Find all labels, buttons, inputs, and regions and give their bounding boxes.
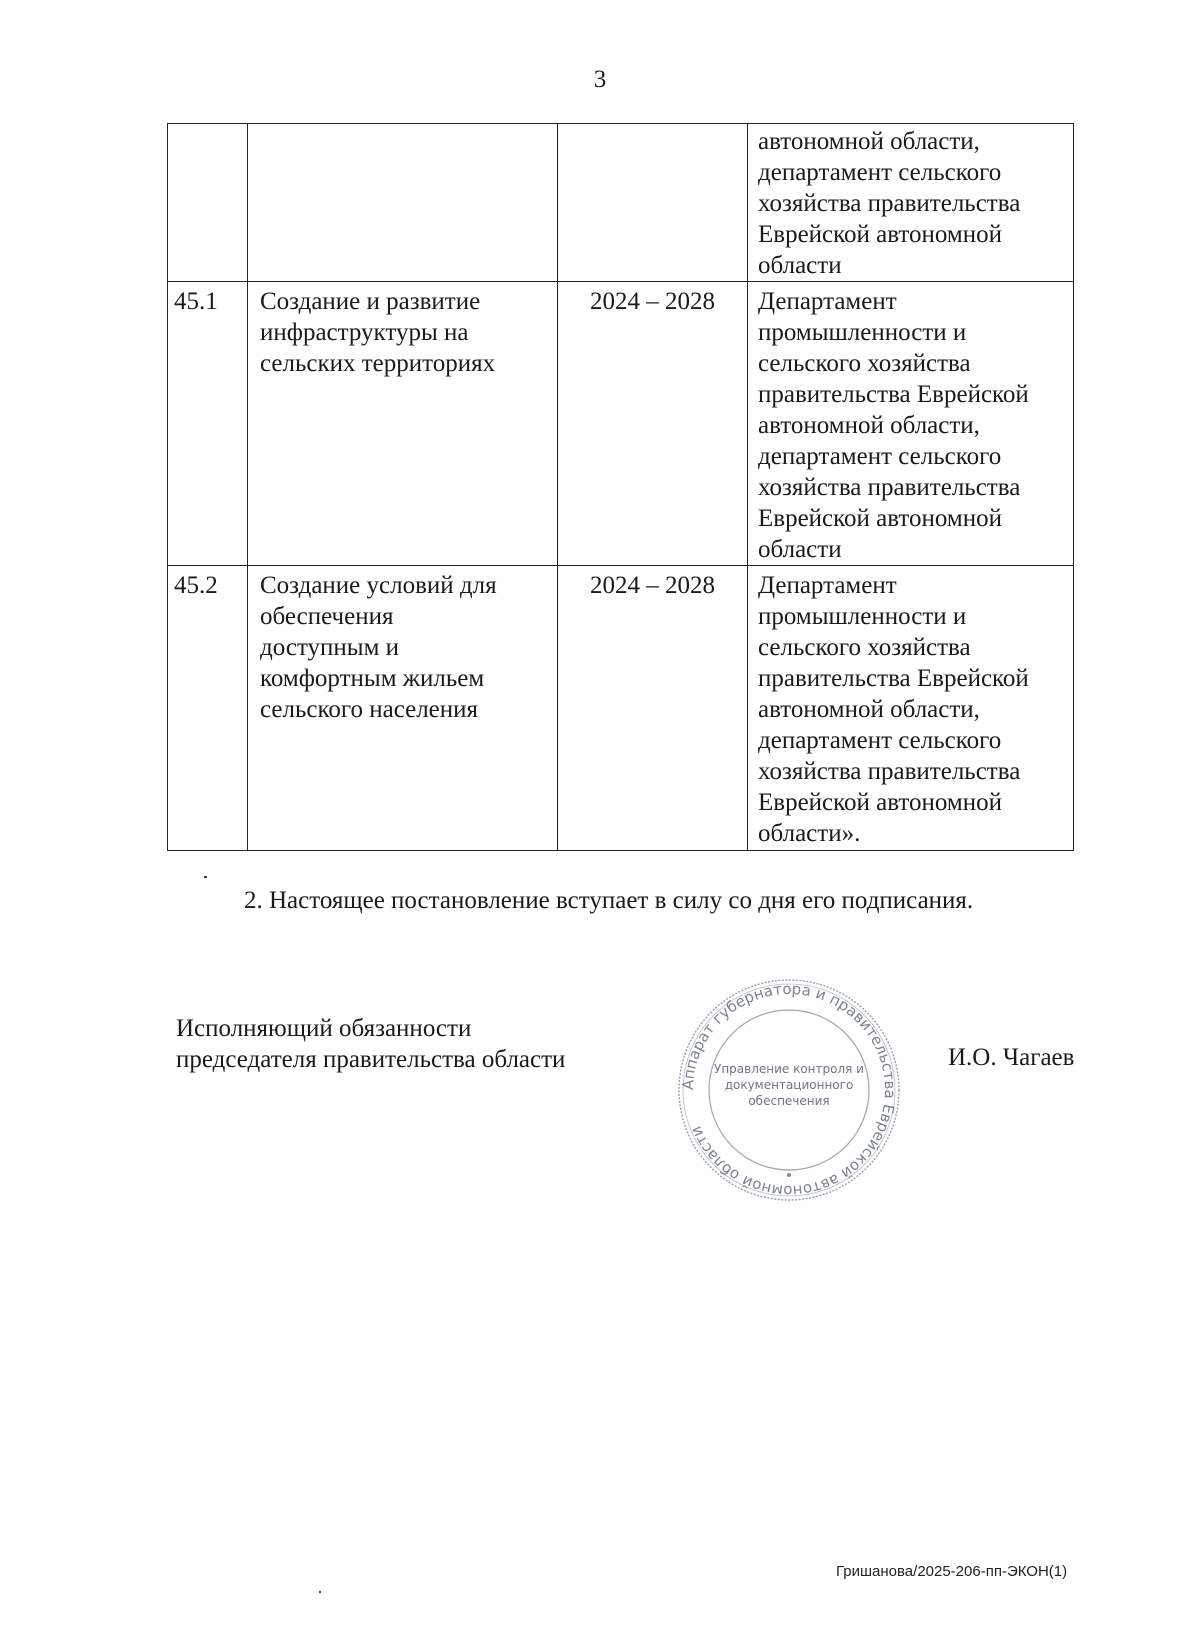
signer-title: Исполняющий обязанности председателя правительства области [176,1015,566,1073]
row-number-cell: 45.2 [168,566,248,851]
table-row [168,124,1074,282]
page-number: 3 [593,66,607,93]
period-cell: 2024 – 2028 [558,282,748,566]
row-number-cell: 45.1 [168,282,248,566]
stamp-star-icon [787,1173,791,1177]
signer-name: И.О. Чагаев [948,1044,1075,1071]
measure-name-cell: Создание условий для обеспечения доступным и комфортным жильем сельского населения [248,566,558,851]
stamp-outer-text: Аппарат губернатора и правительства Еврейской автономной области [678,979,900,1201]
measure-name-cell: Создание и развитие инфраструктуры на сельских территориях [248,282,558,566]
row-number-cell [168,124,248,282]
table-row [168,282,1074,566]
stamp-inner-line-3: обеспечения [748,1094,830,1108]
footer-document-code: Гришанова/2025-206-пп-ЭКОН(1) [836,1563,1068,1580]
executor-cell: Департамент промышленности и сельского хозяйства правительства Еврейской автономной области, департамент сельского хозяйства правительства Еврейской автономной области». [748,566,1074,851]
executor-cell: автономной области, департамент сельского хозяйства правительства Еврейской автономной области [748,124,1074,282]
scan-speck [204,876,207,878]
stamp-inner-line-2: документационного [724,1078,854,1092]
period-cell [558,124,748,282]
measure-name-cell [248,124,558,282]
measures-table [167,123,1074,851]
executor-cell: Департамент промышленности и сельского хозяйства правительства Еврейской автономной области, департамент сельского хозяйства правительства Еврейской автономной области [748,282,1074,566]
table-row [168,566,1074,851]
scan-speck [319,1591,321,1593]
clause-2-text: 2. Настоящее постановление вступает в силу со дня его подписания. [244,887,974,914]
official-seal-stamp [674,975,904,1205]
stamp-inner-line-1: Управление контроля и [714,1062,864,1076]
period-cell: 2024 – 2028 [558,566,748,851]
